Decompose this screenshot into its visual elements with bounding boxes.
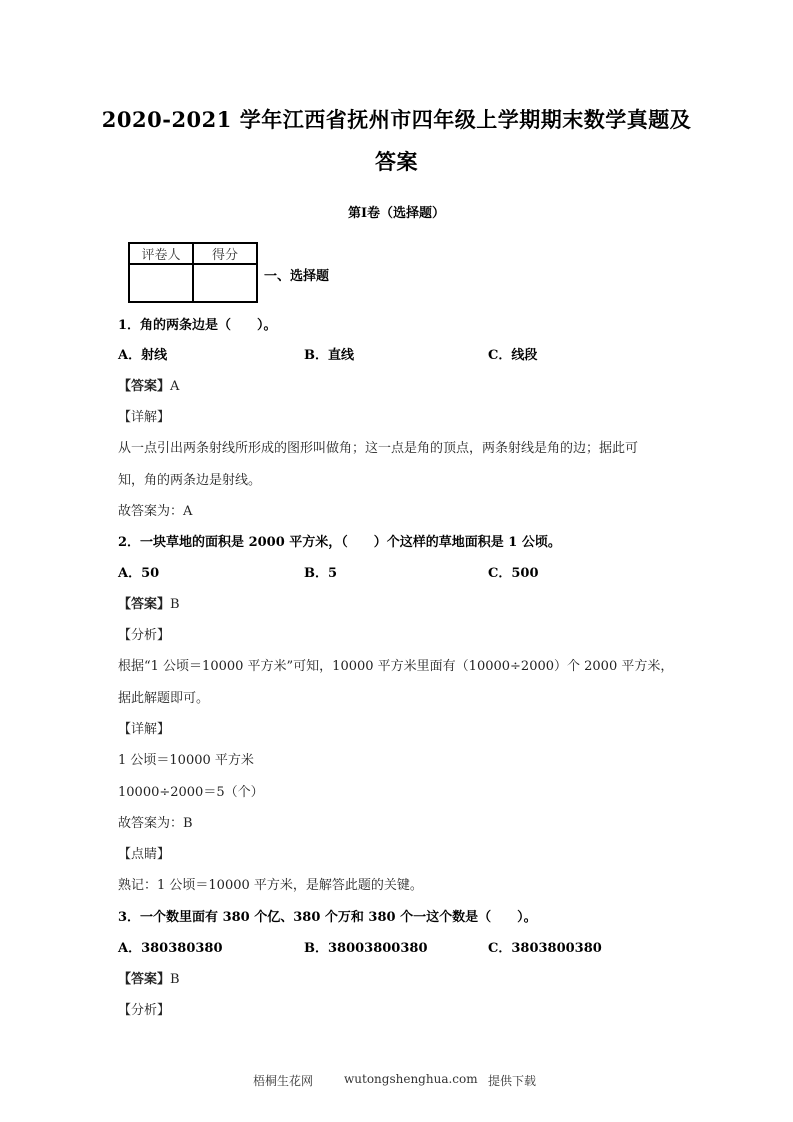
question-2-option-a: A．50 xyxy=(118,566,160,581)
question-2-tip-line: 熟记：1 公顷＝10000 平方米，是解答此题的关键。 xyxy=(118,878,423,893)
footer-url[interactable]: wutongshenghua.com xyxy=(344,1072,478,1086)
question-2-answer xyxy=(118,593,180,612)
question-1-option-a: A．射线 xyxy=(118,348,168,363)
question-2-stem: 2．一块草地的面积是 2000 平方米，（ ）个这样的草地面积是 1 公顷。 xyxy=(118,535,561,550)
answer-value: B xyxy=(170,597,180,612)
question-2-option-c: C．500 xyxy=(488,566,539,581)
question-1-stem: 1．角的两条边是（ ）。 xyxy=(118,318,277,333)
question-1-option-c: C．线段 xyxy=(488,348,538,363)
answer-tag: 【答案】 xyxy=(118,597,171,612)
question-2-detail-line: 10000÷2000＝5（个） xyxy=(118,785,264,800)
answer-tag: 【答案】 xyxy=(118,972,171,987)
footer-note: 提供下载 xyxy=(488,1074,537,1088)
document-title-line2: 答案 xyxy=(375,149,418,174)
question-2-analysis-line: 根据“1 公顷＝10000 平方米”可知，10000 平方米里面有（10000÷2000）个 2000 平方米， xyxy=(118,659,674,674)
question-3-option-c: C．3803800380 xyxy=(488,941,602,956)
question-2-detail-tag: 【详解】 xyxy=(118,722,171,737)
part-title: 第Ⅰ卷（选择题） xyxy=(347,206,446,221)
score-table xyxy=(128,242,258,303)
answer-tag: 【答案】 xyxy=(118,379,171,394)
question-2-detail-line: 1 公顷＝10000 平方米 xyxy=(118,753,254,768)
question-3-answer xyxy=(118,968,180,987)
question-3-option-a: A．380380380 xyxy=(118,941,223,956)
score-table-header-grader: 评卷人 xyxy=(129,243,193,264)
question-1-conclusion: 故答案为：A xyxy=(118,504,193,519)
question-2-option-b: B．5 xyxy=(304,566,338,581)
question-2-tip-tag: 【点睛】 xyxy=(118,847,171,862)
question-1-option-b: B．直线 xyxy=(304,348,354,363)
question-3-option-b: B．38003800380 xyxy=(304,941,428,956)
question-3-analysis-tag: 【分析】 xyxy=(118,1003,171,1018)
score-table-cell-grader xyxy=(129,264,193,302)
question-2-analysis-tag: 【分析】 xyxy=(118,628,171,643)
question-3-stem: 3．一个数里面有 380 个亿、380 个万和 380 个一这个数是（ ）。 xyxy=(118,910,537,925)
question-1-answer xyxy=(118,375,179,394)
answer-value: A xyxy=(170,379,180,394)
question-1-detail-line: 知，角的两条边是射线。 xyxy=(118,473,262,488)
question-1-detail-line: 从一点引出两条射线所形成的图形叫做角；这一点是角的顶点，两条射线是角的边；据此可 xyxy=(118,441,639,456)
score-table-cell-score xyxy=(193,264,257,302)
footer-site-name: 梧桐生花网 xyxy=(253,1074,314,1088)
question-2-analysis-line: 据此解题即可。 xyxy=(118,691,210,706)
score-table-header-score: 得分 xyxy=(193,243,257,264)
question-1-detail-tag: 【详解】 xyxy=(118,410,171,425)
section-title: 一、选择题 xyxy=(264,269,330,284)
document-title-line1: 2020-2021 学年江西省抚州市四年级上学期期末数学真题及 xyxy=(101,107,692,132)
question-2-conclusion: 故答案为：B xyxy=(118,816,193,831)
answer-value: B xyxy=(170,972,180,987)
